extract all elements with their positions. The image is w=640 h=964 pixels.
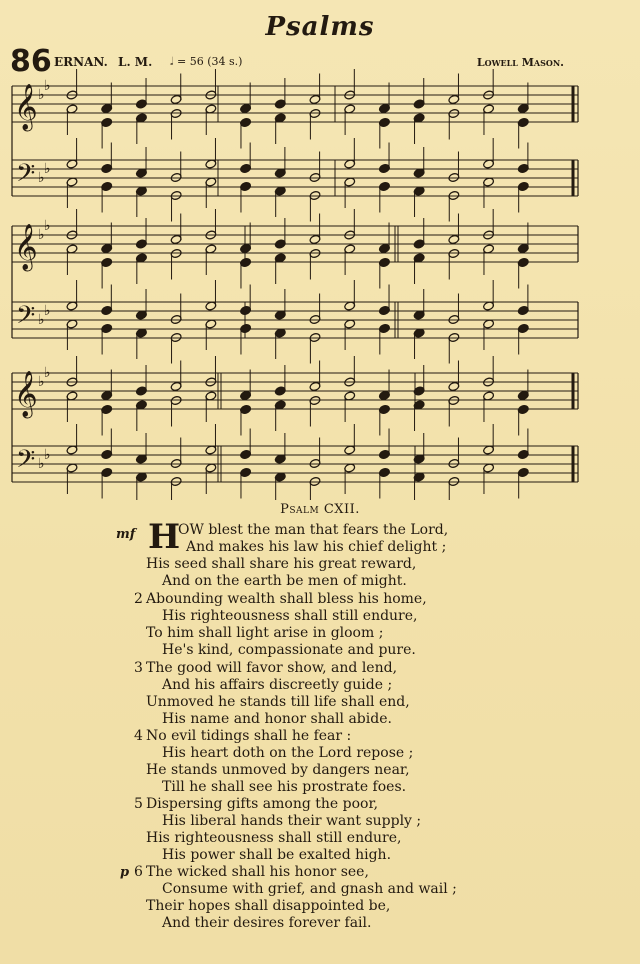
stanza-number: 4 xyxy=(134,728,143,744)
stanza-line: He's kind, compassionate and pure. xyxy=(162,642,416,658)
flat-icon: ♭ xyxy=(44,447,51,463)
flat-icon: ♭ xyxy=(38,170,45,186)
flat-icon: ♭ xyxy=(38,227,45,243)
stanza-5 xyxy=(134,796,422,864)
stanza-line: Abounding wealth shall bless his home, xyxy=(146,591,427,607)
stanza-number: 6 xyxy=(134,864,143,880)
stanza-line: And makes his law his chief delight ; xyxy=(186,539,447,555)
flat-icon: ♭ xyxy=(44,303,51,319)
stanza-line: No evil tidings shall he fear : xyxy=(146,728,352,744)
dynamic-mf: mf xyxy=(116,527,136,542)
stanza-1 xyxy=(146,517,449,590)
flat-icon: ♭ xyxy=(38,374,45,390)
stanza-line: He stands unmoved by dangers near, xyxy=(146,762,410,778)
flat-icon: ♭ xyxy=(44,161,51,177)
stanza-line: His name and honor shall abide. xyxy=(162,711,392,727)
bass-clef-icon: 𝄢 xyxy=(16,159,36,194)
flat-icon: ♭ xyxy=(38,312,45,328)
treble-clef-icon: 𝄞 xyxy=(14,84,38,130)
psalm-heading: Psalm CXII. xyxy=(280,502,360,517)
meter: L. M. xyxy=(118,55,153,69)
stanza-line: Consume with grief, and gnash and wail ; xyxy=(162,881,457,897)
stanza-line: His righteousness shall still endure, xyxy=(162,608,418,624)
stanza-2 xyxy=(134,591,427,659)
stanza-number: 2 xyxy=(134,591,143,607)
flat-icon: ♭ xyxy=(38,87,45,103)
stanza-line: Till he shall see his prostrate foes. xyxy=(162,779,407,795)
stanza-line: His power shall be exalted high. xyxy=(162,847,392,863)
half-note-icon: 𝅗𝅥 xyxy=(170,55,174,68)
stanza-line: The wicked shall his honor see, xyxy=(146,864,369,880)
stanza-line: To him shall light arise in gloom ; xyxy=(146,625,384,641)
stanza-line: Their hopes shall disappointed be, xyxy=(146,898,391,914)
stanza-line: His heart doth on the Lord repose ; xyxy=(162,745,414,761)
stanza-number: 3 xyxy=(134,660,143,676)
hymn-number: 86 xyxy=(10,44,52,79)
treble-clef-icon: 𝄞 xyxy=(14,371,38,417)
stanza-line: Dispersing gifts among the poor, xyxy=(146,796,379,812)
drop-cap: H xyxy=(148,517,181,557)
stanza-line: And on the earth be men of might. xyxy=(162,573,407,589)
stanza-line: His seed shall share his great reward, xyxy=(146,556,417,572)
tempo-value: = 56 (34 s.) xyxy=(177,55,243,68)
stanza-line: OW blest the man that fears the Lord, xyxy=(178,522,449,538)
stanza-line: His righteousness shall still endure, xyxy=(146,830,402,846)
bass-clef-icon: 𝄢 xyxy=(16,301,36,336)
treble-clef-icon: 𝄞 xyxy=(14,224,38,270)
stanza-3 xyxy=(134,660,410,728)
dynamic-p: p xyxy=(120,865,130,880)
stanza-line: And his affairs discreetly guide ; xyxy=(162,677,393,693)
bass-clef-icon: 𝄢 xyxy=(16,445,36,480)
stanza-line: And their desires forever fail. xyxy=(162,915,372,931)
stanza-4 xyxy=(134,728,414,796)
stanza-line: The good will favor show, and lend, xyxy=(146,660,398,676)
composer: Lowell Mason. xyxy=(476,56,564,69)
stanza-line: His liberal hands their want supply ; xyxy=(162,813,422,829)
flat-icon: ♭ xyxy=(44,78,51,94)
stanza-6 xyxy=(134,864,457,932)
flat-icon: ♭ xyxy=(44,365,51,381)
flat-icon: ♭ xyxy=(44,218,51,234)
stanza-number: 5 xyxy=(134,796,143,812)
tune-name: ERNAN. xyxy=(54,55,108,69)
page-title: Psalms xyxy=(265,12,375,42)
flat-icon: ♭ xyxy=(38,456,45,472)
stanza-line: Unmoved he stands till life shall end, xyxy=(146,694,410,710)
